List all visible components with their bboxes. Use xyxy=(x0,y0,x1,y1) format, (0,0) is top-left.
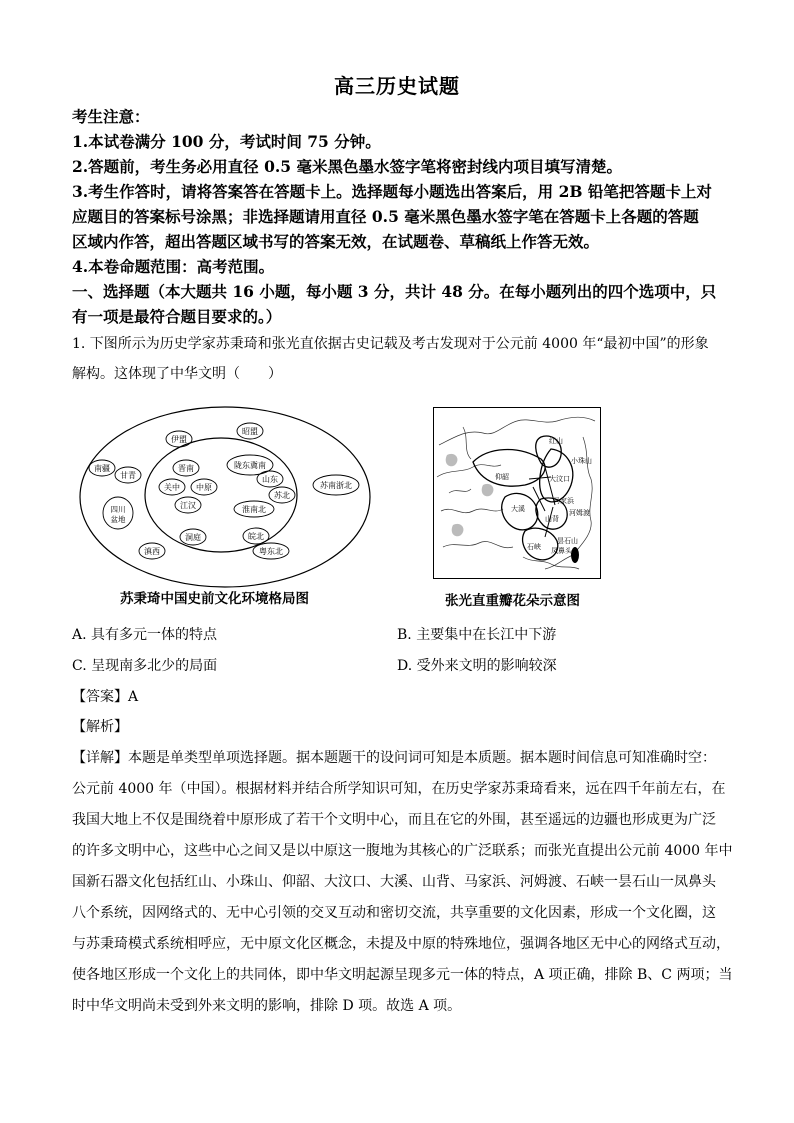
map-label-shixia: 石峡 xyxy=(527,543,541,551)
map-label-dawenkou: 大汶口 xyxy=(549,475,570,483)
center-region-guanzhong xyxy=(159,479,185,495)
svg-text:洞庭: 洞庭 xyxy=(185,533,201,542)
svg-text:皖北: 皖北 xyxy=(248,532,264,541)
option-b[interactable]: B. 主要集中在长江中下游 xyxy=(397,627,557,643)
center-region-longdong-jinan xyxy=(227,455,273,475)
section-heading-line-1: 一、选择题（本大题共 16 小题，每小题 3 分，共计 48 分。在每小题列出的四个选项中，只 xyxy=(72,282,717,301)
svg-text:山东: 山东 xyxy=(262,475,278,484)
explanation-line-4: 的许多文明中心，这些中心之间又是以中原这一腹地为其核心的广泛联系；而张光直提出公元前 4000 年中 xyxy=(72,843,733,859)
option-a[interactable]: A. 具有多元一体的特点 xyxy=(72,627,218,643)
map-label-xiaozhushan: 小珠山 xyxy=(571,457,592,465)
svg-text:淮南北: 淮南北 xyxy=(242,505,266,514)
map-label-tanshishan: 昙石山 xyxy=(557,537,578,545)
map-label-fengbitou: 凤鼻头 xyxy=(551,547,572,555)
center-region-jianghan xyxy=(175,497,201,513)
svg-text:盆地: 盆地 xyxy=(110,515,126,524)
svg-text:苏北: 苏北 xyxy=(274,491,290,500)
svg-text:关中: 关中 xyxy=(164,483,180,492)
explanation-line-3: 我国大地上不仅是围绕着中原形成了若干个文明中心，而且在它的外围，甚至遥远的边疆也形成更为广泛 xyxy=(72,812,716,828)
outer-region-sichuan-basin xyxy=(103,497,133,529)
outer-region-wanbei xyxy=(243,528,269,544)
svg-text:粤东北: 粤东北 xyxy=(259,547,283,556)
svg-text:陇东冀南: 陇东冀南 xyxy=(234,461,266,470)
explanation-line-5: 国新石器文化包括红山、小珠山、仰韶、大汶口、大溪、山背、马家浜、河姆渡、石峡一昙石山一凤鼻头 xyxy=(72,874,716,890)
notice-item-3: 3.考生作答时，请将答案答在答题卡上。选择题每小题选出答案后，用 2B 铅笔把答题卡上对 xyxy=(72,182,712,201)
svg-text:晋南: 晋南 xyxy=(178,464,194,473)
svg-text:苏南浙北: 苏南浙北 xyxy=(320,481,352,490)
option-d[interactable]: D. 受外来文明的影响较深 xyxy=(397,658,557,674)
option-c[interactable]: C. 呈现南多北少的局面 xyxy=(72,658,218,674)
question-1-stem-line-2: 解构。这体现了中华文明（ ） xyxy=(72,366,282,382)
notice-item-2: 2.答题前，考生务必用直径 0.5 毫米黑色墨水签字笔将密封线内项目填写清楚。 xyxy=(72,157,622,176)
outer-region-nanjiang xyxy=(89,460,115,476)
page-title: 高三历史试题 xyxy=(334,74,460,98)
notice-heading: 考生注意： xyxy=(72,107,150,126)
outer-region-dongting xyxy=(180,529,206,545)
center-region-shandong xyxy=(257,471,283,487)
notice-item-3-cont-2: 区域内作答，超出答题区域书写的答案无效，在试题卷、草稿纸上作答无效。 xyxy=(72,232,600,251)
outer-region-zhaomeng xyxy=(237,423,263,439)
map-label-shanbei: 山背 xyxy=(545,515,559,523)
map-label-majiabang: 马家浜 xyxy=(553,497,574,505)
center-region-huainanbei xyxy=(234,501,274,517)
map-label-hemudu: 河姆渡 xyxy=(569,509,590,517)
svg-text:甘青: 甘青 xyxy=(120,471,136,480)
notice-item-1: 1.本试卷满分 100 分，考试时间 75 分钟。 xyxy=(72,132,381,151)
question-1-stem-line-1: 1. 下图所示为历史学家苏秉琦和张光直依据古史记载及考古发现对于公元前 4000 年“最初中国”的形象 xyxy=(72,336,709,352)
map-label-daxi: 大溪 xyxy=(511,505,525,513)
center-region-zhongyuan xyxy=(191,479,217,495)
map-label-hongshan: 红山 xyxy=(549,437,563,445)
explanation-line-8: 使各地区形成一个文化上的共同体，即中华文明起源呈现多元一体的特点，A 项正确，排除 B、C 两项；当 xyxy=(72,967,733,983)
outer-region-sunan-zhebei xyxy=(313,475,359,495)
section-heading-line-2: 有一项是最符合题目要求的。） xyxy=(72,307,282,326)
su-bingqi-culture-diagram xyxy=(78,405,372,589)
zhang-guangzhi-petal-map xyxy=(433,407,601,579)
outer-region-yimeng xyxy=(166,431,192,447)
outer-region-ganqing xyxy=(115,467,141,483)
outer-region-dianxi xyxy=(139,543,165,559)
svg-text:江汉: 江汉 xyxy=(180,501,196,510)
map-label-yangshao: 仰韶 xyxy=(495,473,509,481)
right-figure-caption: 张光直重瓣花朵示意图 xyxy=(445,593,580,609)
left-figure-caption: 苏秉琦中国史前文化环境格局图 xyxy=(120,591,309,607)
answer-label: 【答案】A xyxy=(72,689,139,705)
center-region-subei xyxy=(269,487,295,503)
explanation-line-1: 【详解】本题是单类型单项选择题。据本题题干的设问词可知是本质题。据本题时间信息可知准确时空： xyxy=(72,750,716,766)
center-region-jinnan xyxy=(173,460,199,476)
svg-text:滇西: 滇西 xyxy=(144,547,160,556)
notice-item-3-cont-1: 应题目的答案标号涂黑；非选择题请用直径 0.5 毫米黑色墨水签字笔在答题卡上各题的答题 xyxy=(72,207,699,226)
outer-region-yuedongbei xyxy=(253,543,289,559)
explanation-line-7: 与苏秉琦模式系统相呼应，无中原文化区概念，未提及中原的特殊地位，强调各地区无中心的网络式互动， xyxy=(72,936,730,952)
svg-text:伊盟: 伊盟 xyxy=(171,435,187,444)
explanation-line-9: 时中华文明尚未受到外来文明的影响，排除 D 项。故选 A 项。 xyxy=(72,998,462,1014)
explanation-line-2: 公元前 4000 年（中国）。根据材料并结合所学知识可知，在历史学家苏秉琦看来，远在四千年前左右，在 xyxy=(72,781,726,797)
analysis-label: 【解析】 xyxy=(72,719,128,735)
svg-text:昭盟: 昭盟 xyxy=(242,427,258,436)
svg-text:四川: 四川 xyxy=(110,505,126,514)
notice-item-4: 4.本卷命题范围：高考范围。 xyxy=(72,257,275,276)
explanation-line-6: 八个系统，因网络式的、无中心引领的交叉互动和密切交流，共享重要的文化因素，形成一个文化圈，这 xyxy=(72,905,716,921)
svg-text:南疆: 南疆 xyxy=(94,464,110,473)
svg-text:中原: 中原 xyxy=(196,483,212,492)
